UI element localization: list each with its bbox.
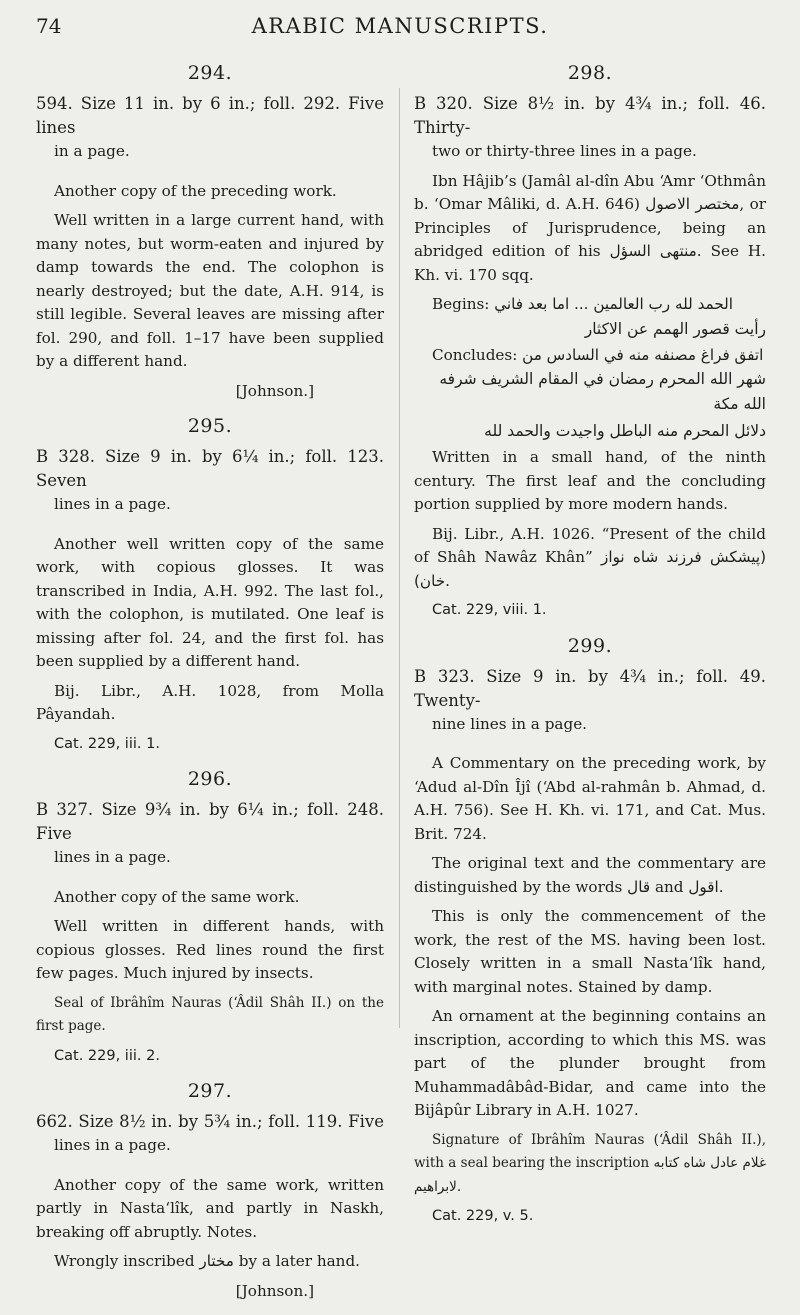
entry-description: 594. Size 11 in. by 6 in.; foll. 292. Five lines <box>36 94 384 137</box>
entry-note: Another copy of the same work, written partly in Nasta‘lîk, and partly in Naskh, breaking off abruptly. Notes. <box>36 1175 384 1241</box>
note-text: Wrongly inscribed <box>54 1252 195 1270</box>
entry-note: Written in a small hand, of the ninth century. The first leaf and the concluding portion supplied by more modern hands. <box>414 448 766 513</box>
entry-note: Another well written copy of the same work, with copious glosses. It was transcribed in India, A.H. 992. The last fol., with the colophon, is mutilated. One leaf is missing after fol. 24, and the first fol. has been supplied by a different hand. <box>36 534 384 670</box>
arabic-title: مختصر الاصول <box>645 195 740 213</box>
note-text: Signature of Ibrâhîm Nauras (‘Âdil Shâh II.), with a seal bearing the inscription <box>414 1131 766 1171</box>
entry-note: Another copy of the same work. <box>54 887 300 906</box>
concludes-arabic-cont: شهر الله المحرم رمضان في المقام الشريف شرفه الله مكة <box>439 370 766 413</box>
entry-description: 662. Size 8½ in. by 5¾ in.; foll. 119. Five <box>36 1112 384 1131</box>
entry-295 <box>36 415 384 756</box>
catalogue-reference: Cat. 229, viii. 1. <box>432 602 547 618</box>
entry-number: 299. <box>567 634 613 657</box>
entry-note: This is only the commencement of the work, the rest of the MS. having been lost. Closely written in a small Nasta‘lîk hand, with marginal notes. Stained by damp. <box>414 907 766 996</box>
entry-number: 294. <box>187 62 233 84</box>
author-text: , or Principles of Jurisprudence, being an abridged edition of his <box>414 195 767 260</box>
entry-note <box>414 852 766 899</box>
concludes-line <box>414 344 766 368</box>
arabic-title: منتهى السؤل <box>609 242 697 260</box>
left-column <box>36 56 384 1315</box>
catalogue-reference: Cat. 229, v. 5. <box>432 1208 534 1224</box>
author-text: . See H. Kh. vi. 170 sqq. <box>414 242 766 284</box>
entry-description: B 328. Size 9 in. by 6¼ in.; foll. 123. Seven <box>36 447 384 490</box>
entry-number: 296. <box>187 768 233 790</box>
entry-description-cont: lines in a page. <box>54 495 171 513</box>
entry-description-cont: lines in a page. <box>54 1136 171 1154</box>
entry-298 <box>414 62 766 623</box>
entry-note: Well written in a large current hand, with many notes, but worm-eaten and injured by damp towards the end. The colophon is nearly destroyed; but the date, A.H. 914, is still legible. Several leaves are missing after fol. 290, and foll. 1–17 have been supplied by a different hand. <box>36 211 384 370</box>
right-column <box>414 56 766 1241</box>
catalogue-reference: Cat. 229, iii. 2. <box>54 1047 160 1064</box>
entry-description: B 323. Size 9 in. by 4¾ in.; foll. 49. Twenty- <box>414 666 766 710</box>
entry-number: 295. <box>187 415 233 437</box>
concludes-arabic-cont: دلائل المحرم منه الباطل واجيدت والحمد لله <box>484 422 766 440</box>
arabic-word: قال <box>627 877 651 896</box>
entry-description: B 327. Size 9¾ in. by 6¼ in.; foll. 248. Five <box>36 800 384 843</box>
running-title: ARABIC MANUSCRIPTS. <box>251 14 549 38</box>
entry-author <box>414 170 766 288</box>
entry-description-cont: lines in a page. <box>54 848 171 866</box>
entry-297 <box>36 1080 384 1303</box>
begins-arabic-cont: رأيت قصور الهمم عن الاكثار <box>584 319 766 338</box>
concludes-label: Concludes: <box>432 345 518 364</box>
begins-label: Begins: <box>432 295 490 313</box>
entry-note <box>36 1250 384 1274</box>
page-number: 74 <box>36 14 62 38</box>
concludes-arabic: اتفق فراغ مصنفه منه في السادس من <box>522 345 764 364</box>
entry-number: 297. <box>187 1080 233 1102</box>
contributor-sign: [Johnson.] <box>235 381 314 400</box>
page-header <box>0 14 800 44</box>
entry-note: Another copy of the preceding work. <box>54 181 337 200</box>
seal-note: Seal of Ibrâhîm Nauras (‘Âdil Shâh II.) on the first page. <box>36 994 384 1034</box>
entry-number: 298. <box>567 62 613 84</box>
note-text: by a later hand. <box>238 1252 361 1270</box>
provenance: Bij. Libr., A.H. 1026. “Present of the child of Shâh Nawâz Khân” (پیشکش فرزند شاه نواز خان). <box>414 524 766 590</box>
arabic-word: اقول <box>688 877 719 896</box>
arabic-inscription: غلام عادل شاه كتابه لابراهيم <box>414 1155 767 1195</box>
entry-description-cont: in a page. <box>54 142 130 160</box>
entry-note: A Commentary on the preceding work, by ‘Adud al-Dîn Îjî (‘Abd al-rahmân b. Ahmad, d. A.H. 756). See H. Kh. vi. 171, and Cat. Mus. Brit. 724. <box>414 754 766 843</box>
author-text: Ibn Hâjib’s (Jamâl al-dîn Abu ‘Amr ‘Othmân b. ‘Omar Mâliki, d. A.H. 646) <box>414 171 766 213</box>
note-text: . <box>456 1178 462 1195</box>
entry-note: Well written in different hands, with copious glosses. Red lines round the first few pages. Much injured by insects. <box>36 917 384 982</box>
entry-294 <box>36 62 384 403</box>
begins-arabic: الحمد لله رب العالمين ... اما بعد فاني <box>494 295 733 313</box>
entry-296 <box>36 768 384 1068</box>
catalogue-reference: Cat. 229, iii. 1. <box>54 735 160 752</box>
arabic-note: (پیشکش فرزند شاه نواز خان) <box>414 548 766 590</box>
note-text: . <box>718 877 724 896</box>
entry-note: An ornament at the beginning contains an inscription, according to which this MS. was part of the plunder brought from Muhammadâbâd-Bidar, and came into the Bijâpûr Library in A.H. 1027. <box>414 1007 766 1119</box>
entry-description: B 320. Size 8½ in. by 4¾ in.; foll. 46. Thirty- <box>414 94 766 137</box>
column-divider <box>399 88 400 1028</box>
contributor-sign: [Johnson.] <box>235 1281 314 1300</box>
begins-line <box>414 293 766 317</box>
provenance-text: Bij. Libr., A.H. 1026. “Present of the child of Shâh Nawâz Khân” <box>414 524 766 566</box>
entry-description-cont: two or thirty-three lines in a page. <box>432 142 697 160</box>
provenance: Bij. Libr., A.H. 1028, from Molla Pâyandah. <box>36 681 384 723</box>
note-text: and <box>654 877 684 896</box>
entry-description-cont: nine lines in a page. <box>432 714 588 733</box>
signature-note <box>414 1129 766 1200</box>
arabic-title: مختار <box>199 1252 234 1270</box>
note-text: The original text and the commentary are distinguished by the words <box>414 854 766 896</box>
entry-299 <box>414 635 766 1229</box>
